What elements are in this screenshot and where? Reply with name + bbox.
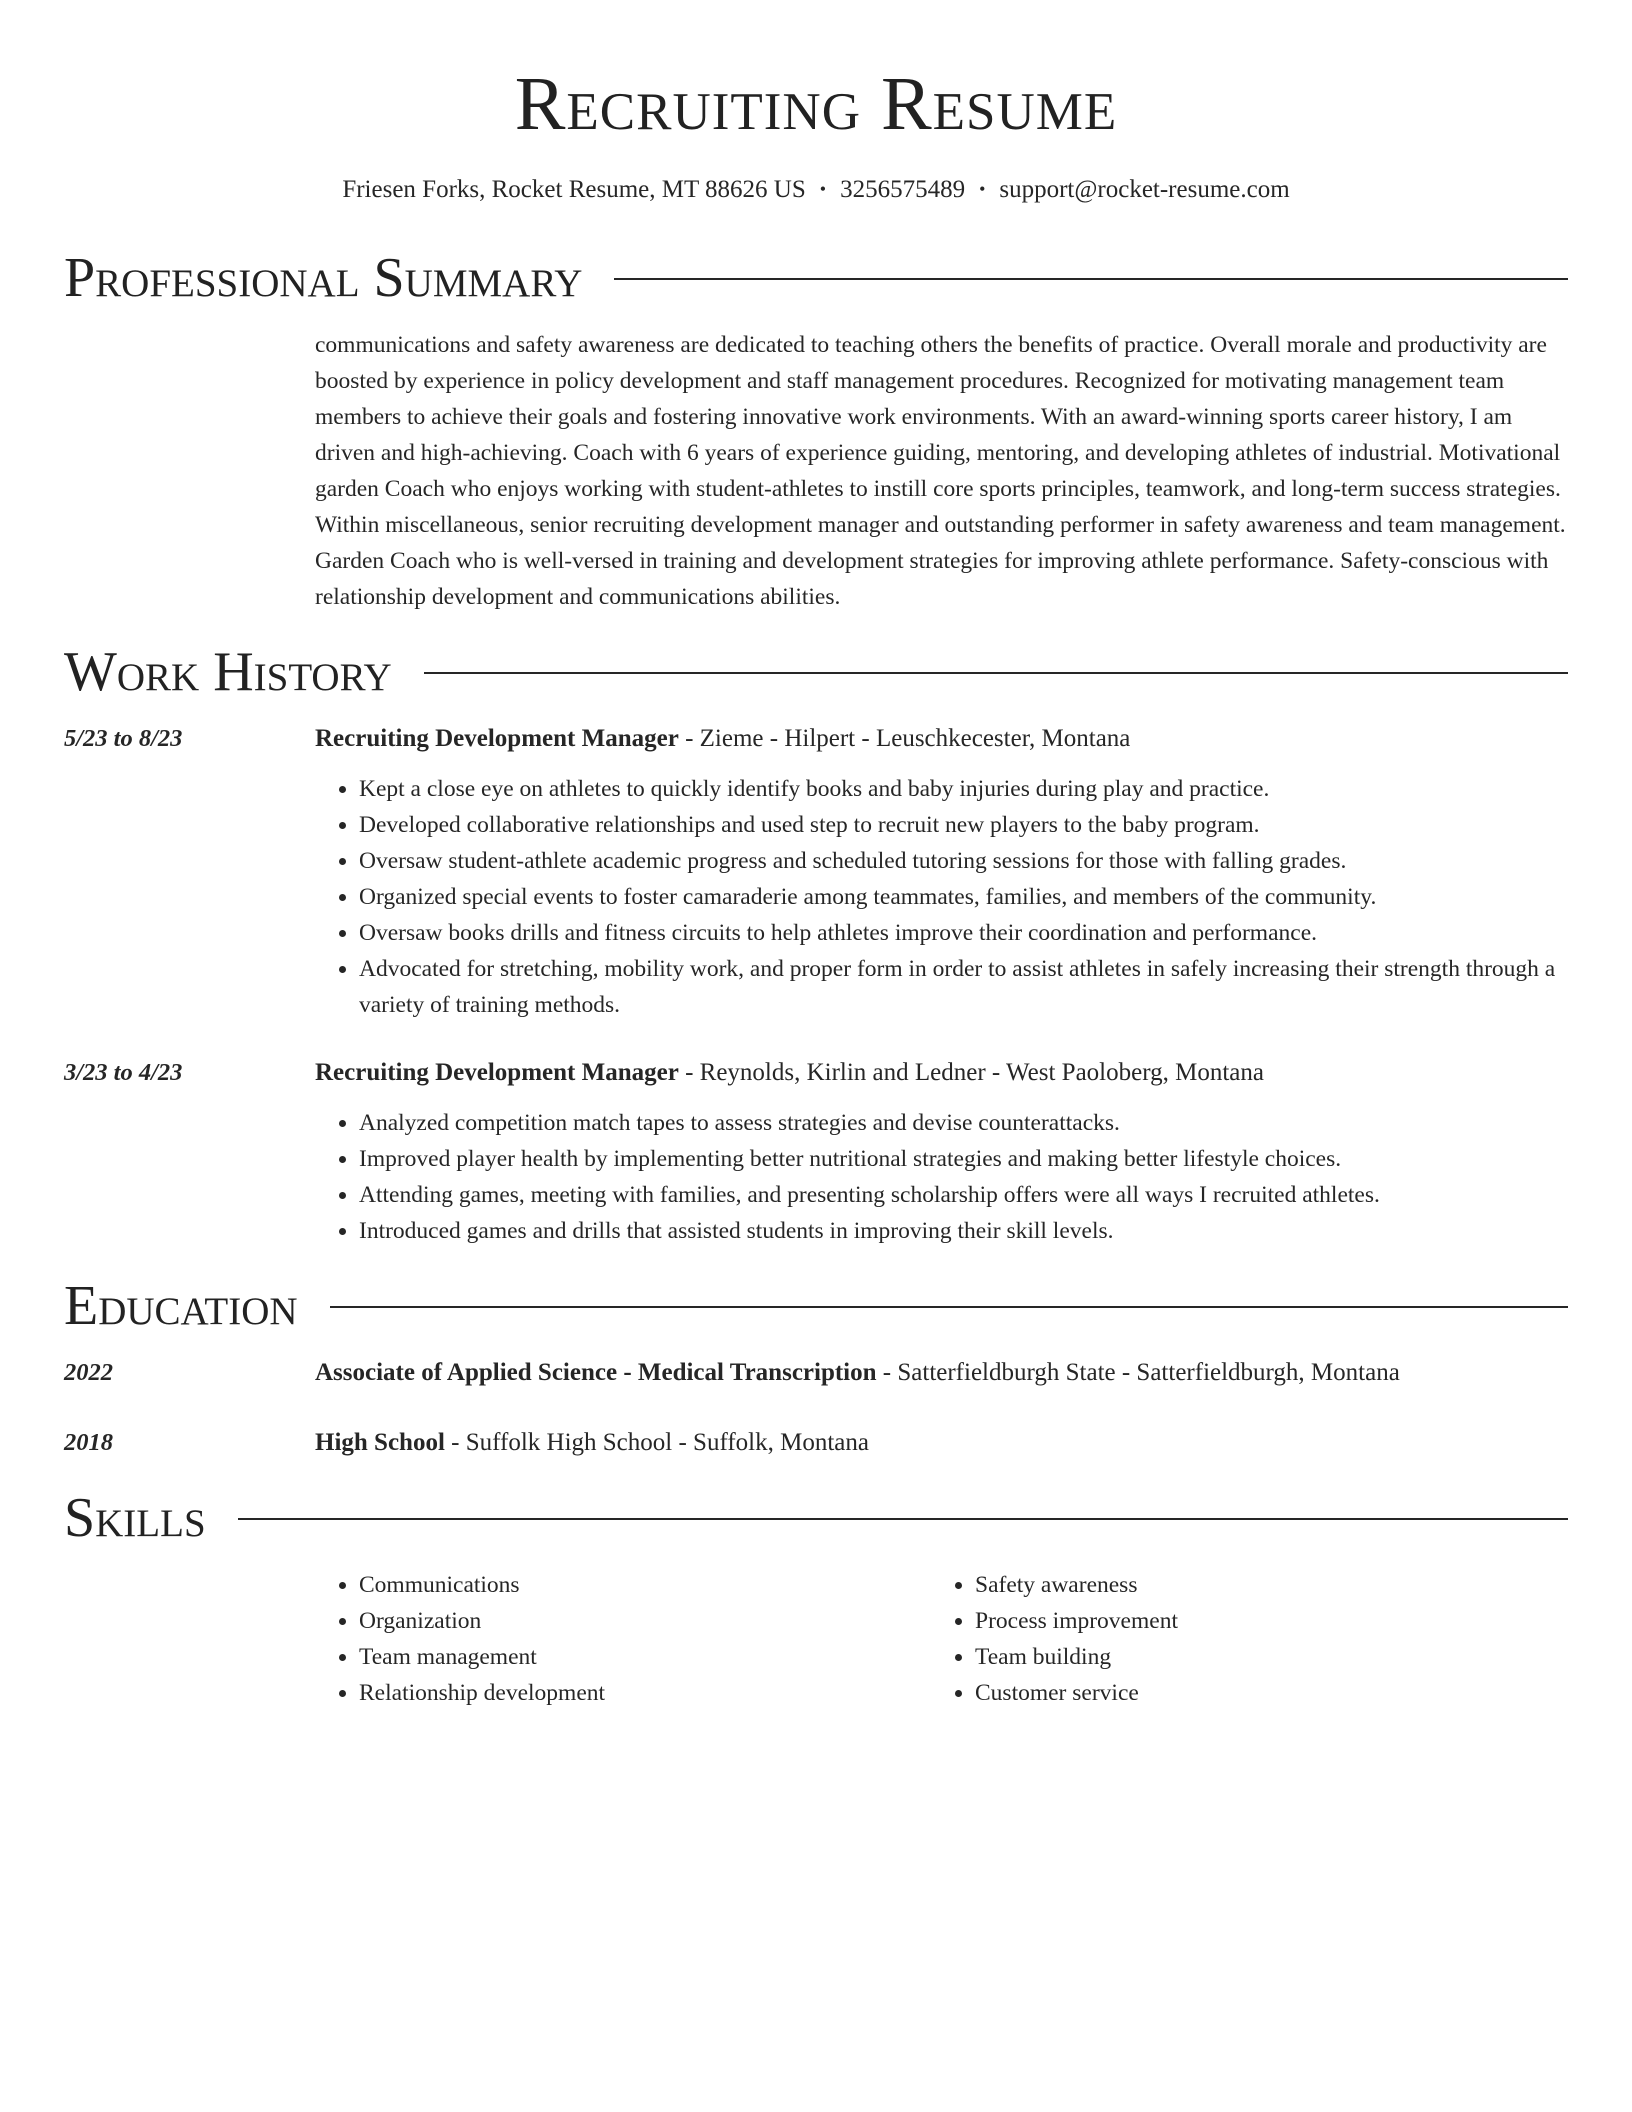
education-degree: High School	[315, 1429, 445, 1456]
skill-item: • Customer service	[975, 1675, 1547, 1711]
education-details: - Suffolk High School - Suffolk, Montana	[444, 1429, 869, 1456]
work-entry-body	[315, 721, 1568, 1023]
section-divider	[330, 1306, 1568, 1308]
skills-column-left	[315, 1567, 931, 1711]
contact-separator: •	[979, 179, 986, 199]
work-entry-body	[315, 1055, 1568, 1249]
section-divider	[238, 1518, 1568, 1520]
skills-list	[315, 1567, 931, 1711]
skills-list	[931, 1567, 1547, 1711]
work-section-header	[64, 641, 1568, 703]
contact-phone: 3256575489	[840, 176, 966, 203]
education-line	[315, 1355, 1568, 1391]
skill-item: • Process improvement	[975, 1603, 1547, 1639]
work-dates: 5/23 to 8/23	[64, 725, 183, 752]
job-bullet: • Analyzed competition match tapes to assess strategies and devise counterattacks.	[359, 1105, 1568, 1141]
job-bullet: • Kept a close eye on athletes to quickly identify books and baby injuries during play and practice.	[359, 771, 1568, 807]
skill-item: • Organization	[359, 1603, 931, 1639]
job-bullet: • Improved player health by implementing better nutritional strategies and making better lifestyle choices.	[359, 1141, 1568, 1177]
job-bullet: • Introduced games and drills that assisted students in improving their skill levels.	[359, 1213, 1568, 1249]
education-line	[315, 1425, 1568, 1461]
job-details: - Zieme - Hilpert - Leuschkecester, Montana	[678, 725, 1131, 752]
job-bullet: • Advocated for stretching, mobility work, and proper form in order to assist athletes in safely increasing their strength through a variety of training methods.	[359, 951, 1568, 1023]
education-details: - Satterfieldburgh State - Satterfieldburgh, Montana	[876, 1359, 1400, 1386]
work-dates: 3/23 to 4/23	[64, 1059, 183, 1086]
contact-email: support@rocket-resume.com	[999, 176, 1290, 203]
contact-line	[64, 172, 1568, 207]
skill-item: • Team management	[359, 1639, 931, 1675]
job-title: Recruiting Development Manager	[315, 1059, 679, 1086]
job-title: Recruiting Development Manager	[315, 725, 679, 752]
job-bullets	[315, 771, 1568, 1023]
job-bullet: • Oversaw books drills and fitness circuits to help athletes improve their coordination and performance.	[359, 915, 1568, 951]
job-bullet: • Developed collaborative relationships and used step to recruit new players to the baby program.	[359, 807, 1568, 843]
skills-grid	[315, 1567, 1568, 1711]
skill-item: • Safety awareness	[975, 1567, 1547, 1603]
education-degree: Associate of Applied Science - Medical Transcription	[315, 1359, 877, 1386]
work-heading-line	[315, 721, 1568, 757]
summary-heading: Professional Summary	[64, 247, 583, 309]
skill-item: • Relationship development	[359, 1675, 931, 1711]
job-details: - Reynolds, Kirlin and Ledner - West Paoloberg, Montana	[678, 1059, 1264, 1086]
job-bullet: • Organized special events to foster camaraderie among teammates, families, and members of the community.	[359, 879, 1568, 915]
job-bullet: • Oversaw student-athlete academic progress and scheduled tutoring sessions for those with falling grades.	[359, 843, 1568, 879]
education-year: 2022	[64, 1359, 113, 1386]
section-divider	[424, 672, 1568, 674]
job-bullet: • Attending games, meeting with families, and presenting scholarship offers were all ways I recruited athletes.	[359, 1177, 1568, 1213]
summary-section-header	[64, 247, 1568, 309]
skill-item: • Communications	[359, 1567, 931, 1603]
skills-heading: Skills	[64, 1487, 206, 1549]
skills-section-header	[64, 1487, 1568, 1549]
education-heading: Education	[64, 1275, 298, 1337]
job-bullets	[315, 1105, 1568, 1249]
skills-column-right	[931, 1567, 1547, 1711]
work-entry	[64, 721, 1568, 1023]
resume-title: Recruiting Resume	[514, 62, 1118, 146]
education-entry	[64, 1355, 1568, 1391]
contact-separator: •	[819, 179, 827, 199]
work-heading: Work History	[64, 641, 392, 703]
education-year: 2018	[64, 1429, 113, 1456]
work-entry	[64, 1055, 1568, 1249]
skill-item: • Team building	[975, 1639, 1547, 1675]
education-entry	[64, 1425, 1568, 1461]
section-divider	[614, 278, 1568, 280]
education-section-header	[64, 1275, 1568, 1337]
contact-address: Friesen Forks, Rocket Resume, MT 88626 US	[342, 176, 806, 203]
work-heading-line	[315, 1055, 1568, 1091]
summary-text: communications and safety awareness are dedicated to teaching others the benefits of practice. Overall morale and productivity are boosted by experience in policy development and staff management procedures. Recognized for motivating management team members to achieve their goals and fostering innovative work environments. With an award-winning sports career history, I am driven and high-achieving. Coach with 6 years of experience guiding, mentoring, and developing athletes of industrial. Motivational garden Coach who enjoys working with student-athletes to instill core sports principles, teamwork, and long-term success strategies. Within miscellaneous, senior recruiting development manager and outstanding performer in safety awareness and team management. Garden Coach who is well-versed in training and development strategies for improving athlete performance. Safety-conscious with relationship development and communications abilities.	[315, 332, 1566, 610]
